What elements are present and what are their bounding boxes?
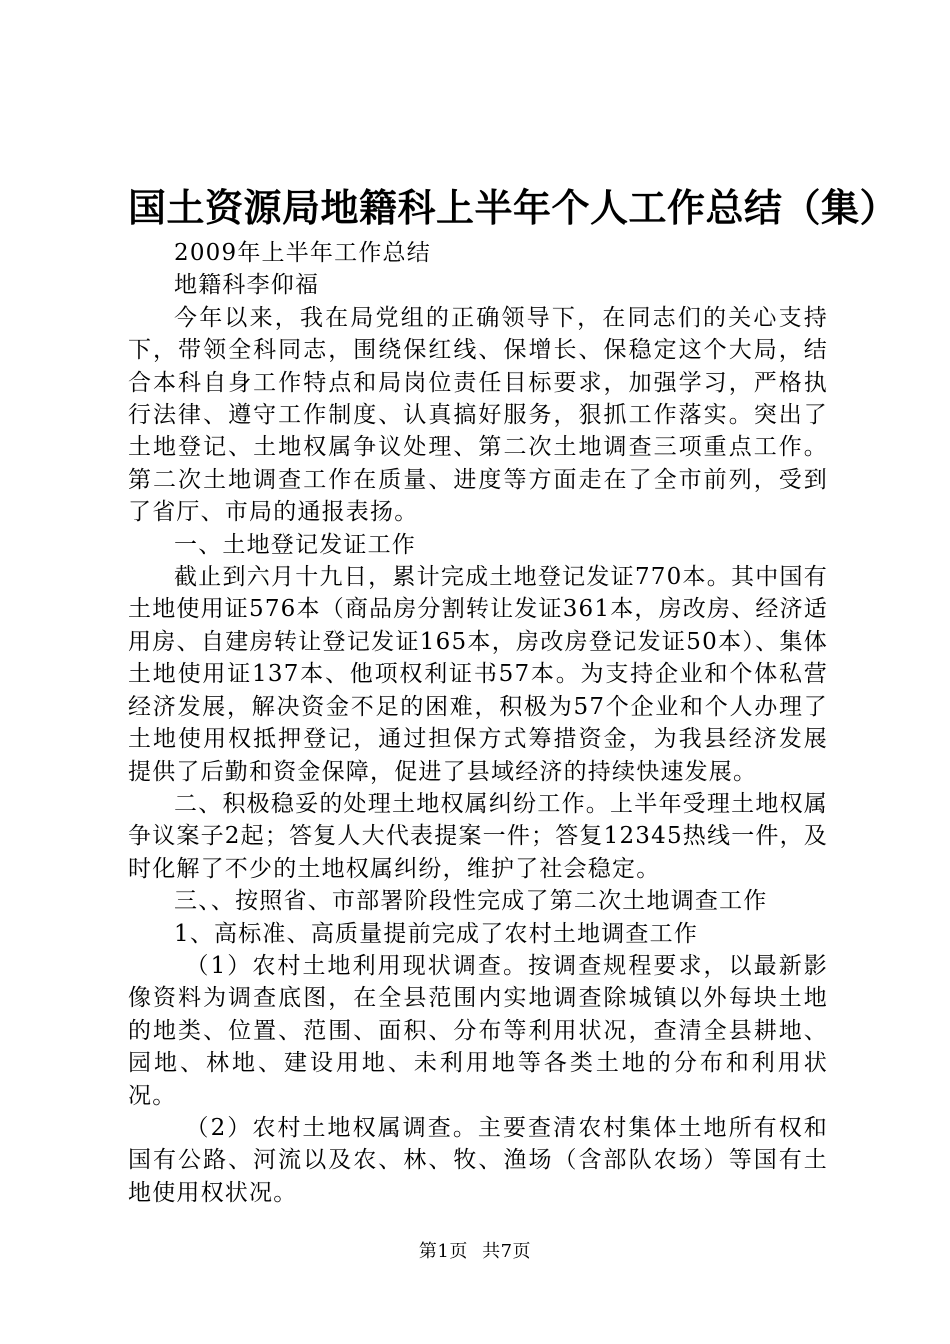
subsection-heading-1: 1、高标准、高质量提前完成了农村土地调查工作	[174, 920, 699, 947]
body-paragraph: （2）农村土地权属调查。主要查清农村集体土地所有权和国有公路、河流以及农、林、牧、渔场（含部队农场）等国有土地使用权状况。	[128, 1114, 828, 1206]
section-heading-1: 一、土地登记发证工作	[174, 531, 416, 558]
page-total: 共7页	[482, 1241, 532, 1262]
document-body	[128, 237, 828, 1209]
intro-paragraph: 今年以来，我在局党组的正确领导下，在同志们的关心支持下，带领全科同志，围绕保红线、保增长、保稳定这个大局，结合本科自身工作特点和局岗位责任目标要求，加强学习，严格执行法律、遵守工作制度、认真搞好服务，狠抓工作落实。突出了土地登记、土地权属争议处理、第二次土地调查三项重点工作。第二次土地调查工作在质量、进度等方面走在了全市前列，受到了省厅、市局的通报表扬。	[128, 304, 828, 526]
page-footer	[0, 1240, 950, 1264]
body-paragraph: 截止到六月十九日，累计完成土地登记发证770本。其中国有土地使用证576本（商品房分割转让发证361本，房改房、经济适用房、自建房转让登记发证165本，房改房登记发证50本）、集体土地使用证137本、他项权利证书57本。为支持企业和个体私营经济发展，解决资金不足的困难，积极为57个企业和个人办理了土地使用权抵押登记，通过担保方式筹措资金，为我县经济发展提供了后勤和资金保障，促进了县域经济的持续快速发展。	[128, 564, 828, 785]
page-number: 第1页	[418, 1241, 468, 1262]
subtitle-paragraph: 2009年上半年工作总结	[174, 240, 431, 266]
author-paragraph: 地籍科李仰福	[174, 272, 320, 299]
section-heading-2: 二、积极稳妥的处理土地权属纠纷工作。上半年受理土地权属争议案子2起；答复人大代表提案一件；答复12345热线一件，及时化解了不少的土地权属纠纷，维护了社会稳定。	[128, 790, 828, 882]
section-heading-3: 三、、按照省、市部署阶段性完成了第二次土地调查工作	[174, 888, 768, 915]
document-title: 国土资源局地籍科上半年个人工作总结（集）	[128, 186, 899, 230]
body-paragraph: （1）农村土地利用现状调查。按调查规程要求，以最新影像资料为调查底图，在全县范围内实地调查除城镇以外每块土地的地类、位置、范围、面积、分布等利用状况，查清全县耕地、园地、林地、建设用地、未利用地等各类土地的分布和利用状况。	[128, 952, 828, 1109]
